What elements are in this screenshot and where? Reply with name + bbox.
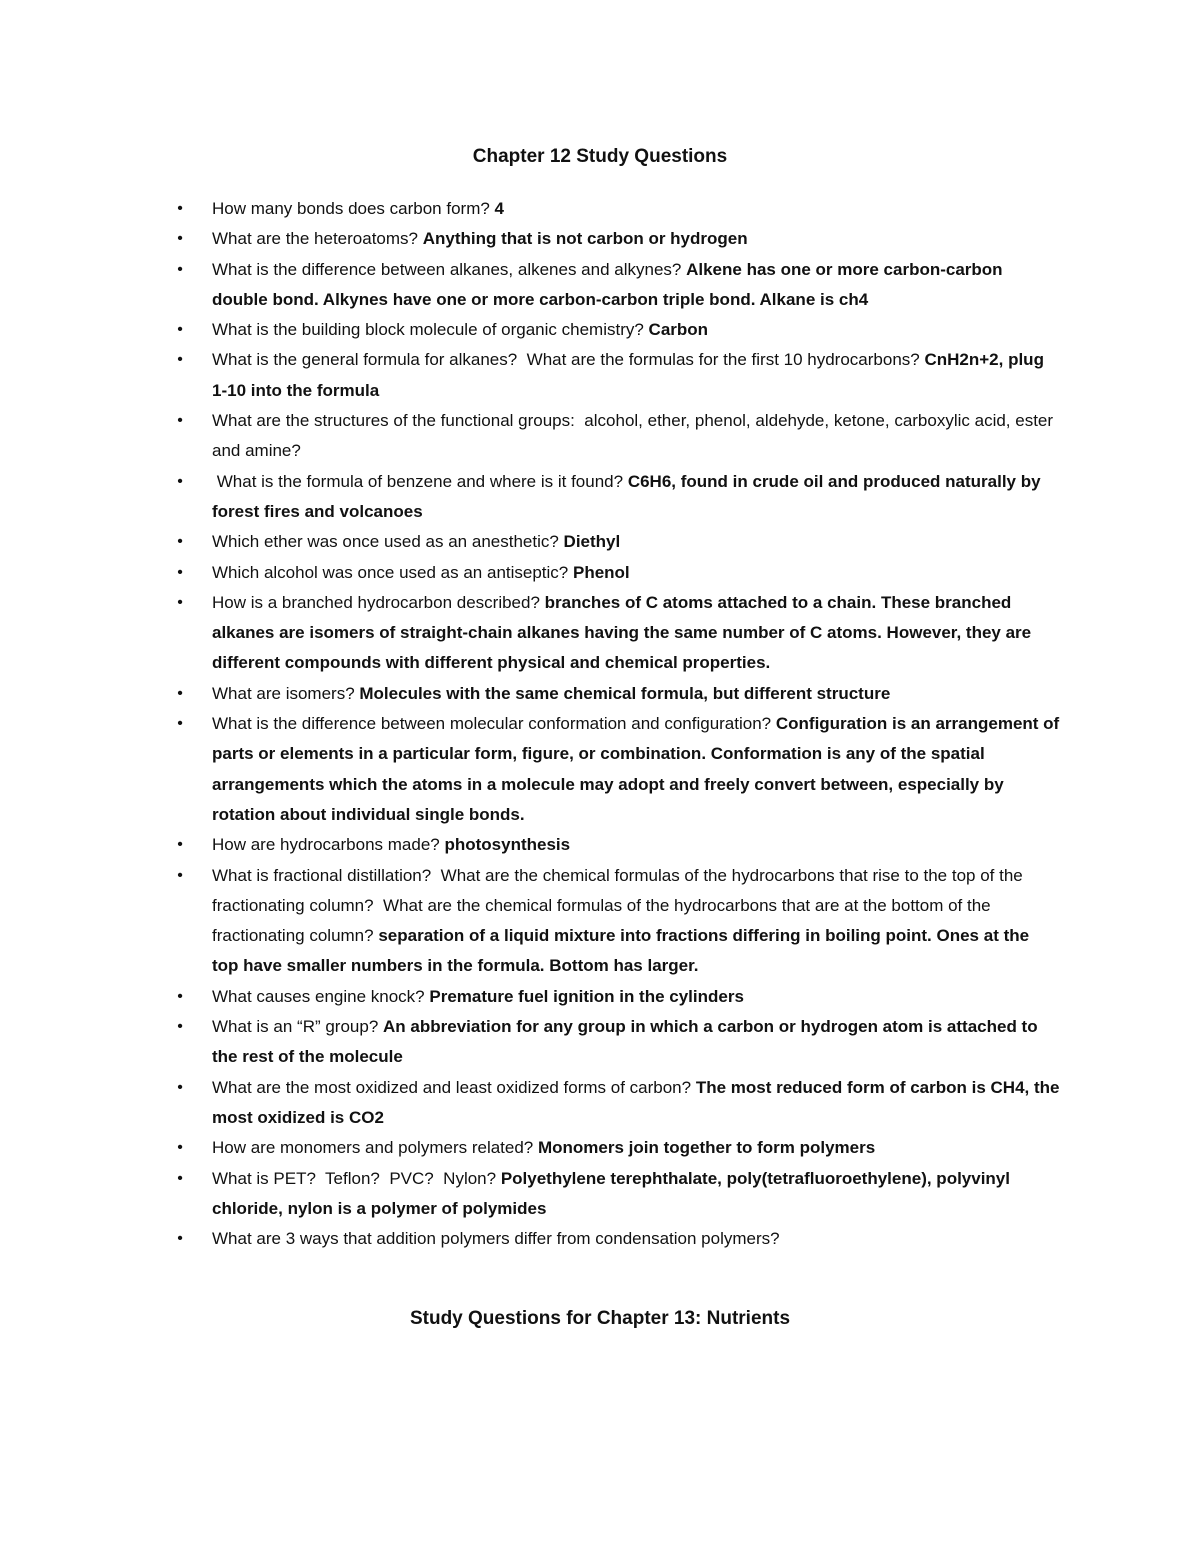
question-item	[0, 1133, 1200, 1163]
question-item	[0, 224, 1200, 254]
question-item	[0, 406, 1200, 467]
study-question-list	[0, 194, 1200, 1254]
bullet-icon: •	[177, 866, 183, 884]
question-text: What is the formula of benzene and where is it found?	[212, 471, 628, 491]
answer-text: Alkene has one or more carbon-carbon double bond. Alkynes have one or more carbon-carbon triple bond. Alkane is ch4	[212, 259, 1003, 309]
answer-text: Configuration is an arrangement of parts or elements in a particular form, figure, or combination. Conformation is any of the spatial arrangements which the atoms in a molecule may adopt and freely convert between, especially by rotation about individual single bonds.	[212, 714, 1060, 824]
question-item	[0, 861, 1200, 982]
question-text: How many bonds does carbon form?	[212, 199, 495, 218]
question-item	[0, 1224, 1200, 1254]
question-text: What is an “R” group?	[212, 1017, 384, 1037]
answer-text: C6H6, found in crude oil and produced naturally by forest fires and volcanoes	[212, 471, 1041, 521]
question-item	[0, 467, 1200, 528]
bullet-icon: •	[177, 351, 183, 369]
bullet-icon: •	[177, 412, 183, 430]
question-item	[0, 1073, 1200, 1134]
question-text: What is the difference between molecular conformation and configuration?	[212, 714, 776, 734]
question-text: What is fractional distillation? What are the chemical formulas of the hydrocarbons that rise to the top of the fractionating column? What are the chemical formulas of the hydrocarbons that are at the bottom of the fractionating column?	[212, 865, 1028, 946]
answer-text: Monomers join together to form polymers	[537, 1138, 876, 1158]
question-text: What are the structures of the functional groups: alcohol, ether, phenol, aldehyde, ketone, carboxylic acid, ester and amine?	[212, 411, 1058, 461]
question-text: What are 3 ways that addition polymers differ from condensation polymers?	[212, 1229, 780, 1249]
bullet-icon: •	[177, 563, 183, 581]
question-text: How is a branched hydrocarbon described?	[212, 592, 545, 612]
bullet-icon: •	[177, 1139, 183, 1157]
question-text: What is the difference between alkanes, alkenes and alkynes?	[212, 259, 687, 279]
answer-text: The most reduced form of carbon is CH4, the most oxidized is CO2	[212, 1077, 1060, 1127]
bullet-icon: •	[177, 715, 183, 733]
answer-text: Anything that is not carbon or hydrogen	[422, 229, 748, 249]
bullet-icon: •	[177, 260, 183, 278]
bullet-icon: •	[177, 1078, 183, 1096]
question-item	[0, 315, 1200, 345]
question-item	[0, 1164, 1200, 1225]
question-text: What causes engine knock?	[212, 986, 430, 1006]
bullet-icon: •	[177, 684, 183, 702]
question-text: What is the general formula for alkanes? What are the formulas for the first 10 hydrocarbons?	[212, 350, 925, 370]
question-text: What are the most oxidized and least oxidized forms of carbon?	[212, 1077, 696, 1097]
bullet-icon: •	[177, 533, 183, 551]
chapter-13-title: Study Questions for Chapter 13: Nutrients	[409, 1308, 791, 1329]
answer-text: 4	[494, 199, 505, 218]
question-text: What is PET? Teflon? PVC? Nylon?	[212, 1168, 501, 1188]
question-item	[0, 982, 1200, 1012]
answer-text: Phenol	[572, 562, 630, 582]
question-item	[0, 255, 1200, 316]
chapter-12-title: Chapter 12 Study Questions	[472, 146, 728, 167]
answer-text: CnH2n+2, plug 1-10 into the formula	[212, 350, 1044, 400]
answer-text: Molecules with the same chemical formula, but different structure	[359, 683, 891, 703]
bullet-icon: •	[177, 1169, 183, 1187]
question-item	[0, 194, 1200, 224]
answer-text: branches of C atoms attached to a chain. These branched alkanes are isomers of straight-chain alkanes having the same number of C atoms. However, they are different compounds with different physical and chemical properties.	[212, 592, 1032, 673]
question-item	[0, 830, 1200, 860]
question-text: How are monomers and polymers related?	[212, 1138, 538, 1158]
question-item	[0, 1012, 1200, 1073]
question-item	[0, 345, 1200, 406]
question-text: Which alcohol was once used as an antiseptic?	[212, 562, 573, 582]
bullet-icon: •	[177, 1018, 183, 1036]
question-item	[0, 558, 1200, 588]
bullet-icon: •	[177, 472, 183, 490]
bullet-icon: •	[177, 230, 183, 248]
question-text: What are the heteroatoms?	[212, 229, 423, 249]
answer-text: separation of a liquid mixture into fractions differing in boiling point. Ones at the top have smaller numbers in the formula. Bottom has larger.	[212, 926, 1030, 976]
question-item	[0, 588, 1200, 679]
bullet-icon: •	[177, 593, 183, 611]
question-item	[0, 527, 1200, 557]
answer-text: An abbreviation for any group in which a carbon or hydrogen atom is attached to the rest of the molecule	[212, 1017, 1038, 1067]
answer-text: Diethyl	[563, 532, 621, 552]
answer-text: Polyethylene terephthalate, poly(tetrafluoroethylene), polyvinyl chloride, nylon is a polymer of polymides	[212, 1168, 1010, 1218]
answer-text: Carbon	[648, 320, 709, 340]
bullet-icon: •	[177, 321, 183, 339]
question-text: Which ether was once used as an anesthetic?	[212, 532, 564, 552]
bullet-icon: •	[177, 1230, 183, 1248]
bullet-icon: •	[177, 987, 183, 1005]
question-item	[0, 679, 1200, 709]
question-text: What is the building block molecule of organic chemistry?	[212, 320, 649, 340]
question-text: How are hydrocarbons made?	[212, 835, 445, 855]
question-item	[0, 709, 1200, 830]
bullet-icon: •	[177, 836, 183, 854]
bullet-icon: •	[177, 200, 183, 217]
answer-text: photosynthesis	[444, 835, 571, 855]
question-text: What are isomers?	[212, 683, 360, 703]
answer-text: Premature fuel ignition in the cylinders	[429, 986, 744, 1006]
